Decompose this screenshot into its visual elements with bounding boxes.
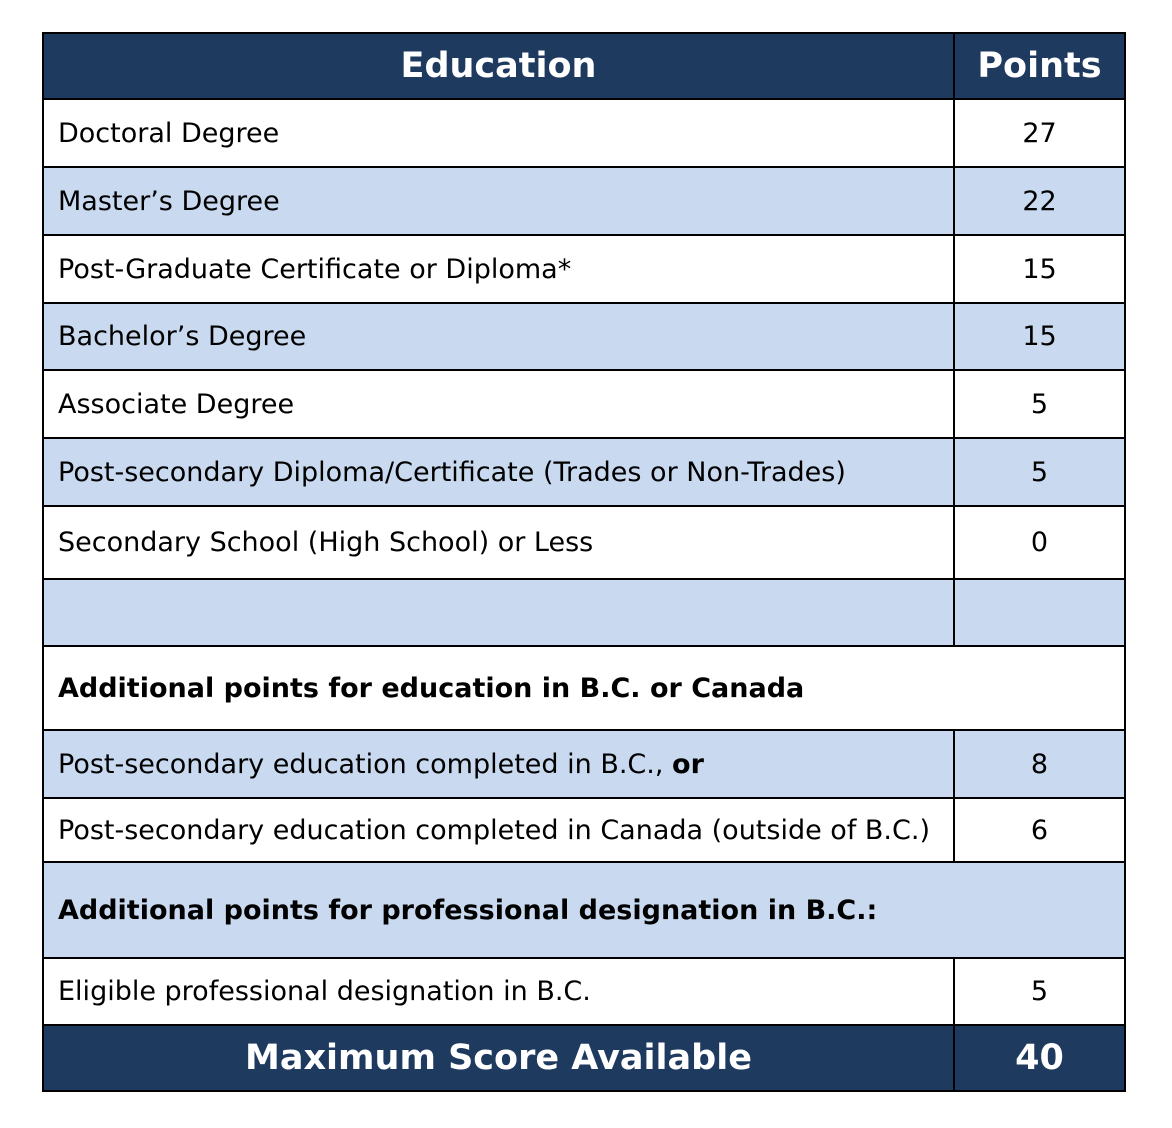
- section-title-bc-canada: Additional points for education in B.C. or Canada: [43, 646, 1125, 730]
- row-label: Eligible professional designation in B.C.: [43, 958, 954, 1025]
- table-row: [43, 730, 1125, 798]
- table-row: [43, 506, 1125, 579]
- table-row: [43, 303, 1125, 370]
- row-points: 0: [954, 506, 1125, 579]
- row-points: 15: [954, 235, 1125, 303]
- row-points: 8: [954, 730, 1125, 798]
- header-education: Education: [43, 33, 954, 99]
- row-label: Post-secondary education completed in Canada (outside of B.C.): [43, 798, 954, 862]
- header-points: Points: [954, 33, 1125, 99]
- education-points-table: [42, 32, 1126, 1092]
- row-points: 5: [954, 438, 1125, 506]
- row-label: [43, 730, 954, 798]
- row-label: Secondary School (High School) or Less: [43, 506, 954, 579]
- table-row: [43, 958, 1125, 1025]
- table-header-row: [43, 33, 1125, 99]
- footer-points: 40: [954, 1025, 1125, 1091]
- empty-row: [43, 579, 1125, 646]
- row-label: Associate Degree: [43, 370, 954, 438]
- row-label-emphasis: or: [672, 748, 704, 780]
- section-heading-row: [43, 862, 1125, 958]
- table-row: [43, 370, 1125, 438]
- row-points: 27: [954, 99, 1125, 167]
- row-label-text: Post-secondary education completed in B.C.,: [58, 748, 664, 780]
- row-points: 22: [954, 167, 1125, 235]
- row-label: Doctoral Degree: [43, 99, 954, 167]
- row-points: 6: [954, 798, 1125, 862]
- table-row: [43, 798, 1125, 862]
- empty-cell: [43, 579, 954, 646]
- table-row: [43, 99, 1125, 167]
- table-footer-row: [43, 1025, 1125, 1091]
- row-label: Bachelor’s Degree: [43, 303, 954, 370]
- empty-cell: [954, 579, 1125, 646]
- section-title-designation: Additional points for professional designation in B.C.:: [43, 862, 1125, 958]
- row-label: Post-secondary Diploma/Certificate (Trades or Non-Trades): [43, 438, 954, 506]
- table-row: [43, 438, 1125, 506]
- row-points: 5: [954, 370, 1125, 438]
- row-points: 15: [954, 303, 1125, 370]
- table-row: [43, 235, 1125, 303]
- table-row: [43, 167, 1125, 235]
- row-label: Post-Graduate Certificate or Diploma*: [43, 235, 954, 303]
- section-heading-row: [43, 646, 1125, 730]
- row-points: 5: [954, 958, 1125, 1025]
- footer-label: Maximum Score Available: [43, 1025, 954, 1091]
- row-label: Master’s Degree: [43, 167, 954, 235]
